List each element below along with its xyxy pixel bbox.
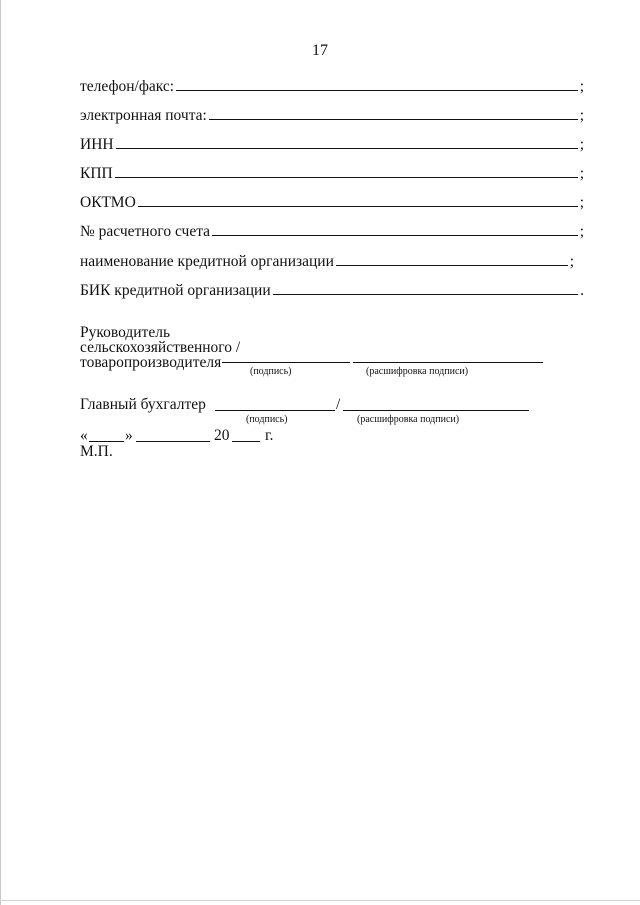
head-signature-blank bbox=[222, 362, 350, 363]
date-close-quote: » bbox=[125, 427, 133, 444]
date-open-quote: « bbox=[80, 427, 88, 444]
field-terminator: ; bbox=[579, 136, 584, 153]
field-terminator: ; bbox=[569, 253, 574, 270]
head-title-line: товаропроизводителя bbox=[80, 354, 222, 371]
field-label: телефон/факс: bbox=[80, 78, 175, 95]
field-label: БИК кредитной организации bbox=[80, 282, 271, 299]
signature-separator: / bbox=[336, 396, 341, 413]
bik-field bbox=[80, 282, 584, 300]
phone-fax-field bbox=[80, 78, 584, 96]
date-year-suffix: г. bbox=[265, 427, 274, 444]
oktmo-blank bbox=[138, 194, 578, 207]
field-terminator: ; bbox=[579, 165, 584, 182]
field-terminator: ; bbox=[579, 78, 584, 95]
field-label: ИНН bbox=[80, 136, 114, 153]
kpp-blank bbox=[115, 165, 578, 178]
field-label: электронная почта: bbox=[80, 107, 207, 124]
field-label: № расчетного счета bbox=[80, 223, 211, 240]
field-terminator: ; bbox=[579, 194, 584, 211]
stamp-place-label: М.П. bbox=[80, 443, 113, 460]
decoding-caption: (расшифровка подписи) bbox=[357, 414, 460, 425]
decoding-caption: (расшифровка подписи) bbox=[366, 366, 469, 377]
bank-name-field bbox=[80, 253, 574, 271]
field-label: ОКТМО bbox=[80, 194, 136, 211]
page-number: 17 bbox=[312, 42, 328, 59]
date-year-blank bbox=[232, 441, 260, 442]
phone-fax-blank bbox=[176, 78, 578, 91]
date-day-blank bbox=[89, 441, 124, 442]
email-field bbox=[80, 107, 584, 125]
page-edge bbox=[0, 900, 640, 901]
field-label: наименование кредитной организации bbox=[80, 253, 334, 270]
signature-caption: (подпись) bbox=[246, 414, 288, 425]
kpp-field bbox=[80, 165, 584, 183]
field-terminator: ; bbox=[579, 107, 584, 124]
bank-name-blank bbox=[336, 253, 568, 266]
date-month-blank bbox=[136, 441, 210, 442]
email-blank bbox=[209, 107, 578, 120]
signature-caption: (подпись) bbox=[250, 366, 292, 377]
chief-accountant-label: Главный бухгалтер bbox=[80, 396, 206, 413]
head-title-line: сельскохозяйственного / bbox=[80, 339, 241, 356]
head-title-line: Руководитель bbox=[80, 324, 171, 341]
account-number-field bbox=[80, 223, 584, 241]
page-edge bbox=[0, 0, 1, 905]
accountant-signature-blank bbox=[215, 410, 335, 411]
inn-field bbox=[80, 136, 584, 154]
oktmo-field bbox=[80, 194, 584, 212]
date-year-prefix: 20 bbox=[214, 427, 230, 444]
head-decoding-blank bbox=[353, 362, 543, 363]
accountant-decoding-blank bbox=[343, 410, 529, 411]
bik-blank bbox=[273, 282, 578, 295]
account-number-blank bbox=[212, 223, 578, 236]
field-terminator: . bbox=[580, 282, 584, 299]
field-terminator: ; bbox=[579, 223, 584, 240]
head-signature-block bbox=[80, 325, 240, 370]
inn-blank bbox=[116, 136, 578, 149]
field-label: КПП bbox=[80, 165, 113, 182]
